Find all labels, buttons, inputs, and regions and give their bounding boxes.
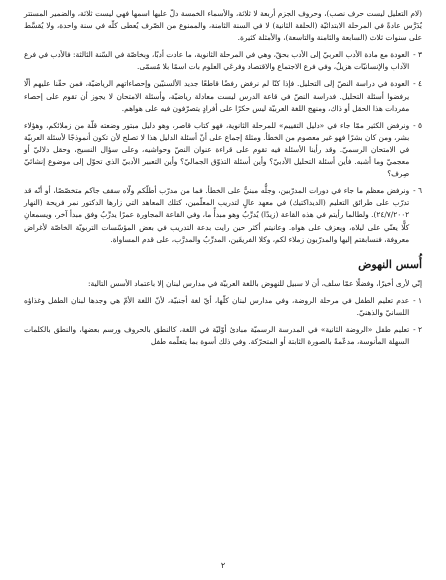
list-item-number: ٥ -: [413, 120, 422, 130]
list-item-3: [24, 49, 422, 73]
list-item-number: ٦ -: [413, 186, 422, 196]
list-item-number: ٢ -: [413, 324, 422, 334]
list-item-text: عدم تعليم الطفل في مرحلة الروضة، وفي مدارس لبنان كلّها، أيّ لغة أجنبيّة، لأنّ اللغة الأمّ هي وجدها لبنان الطفل وغذاؤه اللسانيّ والذهنيّ.: [24, 295, 410, 317]
list-item-text: ونرفض الكثير ممّا جاء في «دليل التقييم» للمرحلة الثانوية، فهو كتاب قاصر، وهو دليل مبتور وضعته قلّة من زملائكم، وهؤلاء بشر، ومن كان بشرًا فهو غير معصوم من الخطأ. ومثلهُ إجماع على أنّ أسئلة الدليل هذا لا تصلح لأن تكون أنموذجًا لأسئلة العربيّة في الامتحان الرسميّ. وقد رأينا الأسئلة فيه تقوم على قراءة عنوان النصّ وحواشيه، وعلى سؤال النسيج، وحقل دلاليّ أو معجميّ وما أشبه. فأين أسئلة التحليل الأدبيّ؟ وأين أسئلة التذوّق الجماليّ؟ وأين التعبير الأدبيّ الذي تحوّل إلى موضوع إنشائيّ صِرف؟: [24, 120, 410, 179]
list-item-number: ٣ -: [413, 50, 422, 60]
intro-paragraph: (لام التعليل ليست حرف نصب)، وحروف الجزم أربعة لا ثلاثة، والأسماء الخمسة دلّ عليها اسمها فهي ليست ثلاثة، والضمير المستتر يُدَرَّس عادةً في المرحلة الابتدائيّة (الحلقة الثانية) لا في السنة الثامنة، والممنوع من الصّرف يُعطى كلّه في سنة واحدة، ولا يُقسَّط على سنوات ثلاث (السابعة والثامنة والتاسعة)، والأمثلة كثيرة.: [24, 9, 422, 43]
list-item-5: [24, 120, 422, 180]
page-number: ٢: [220, 560, 226, 570]
list-item-text: العودة في دراسة النصّ إلى التحليل. فإذا كنّا لم نرفض رفضًا قاطعًا جديد الألسنيّين وإحصاءاتهم الرياضيّة، فمن حقّنا عليهم ألّا يرفضوا أسئلة التحليل. فدراسة النصّ في قاعة الدرس ليست معادلة رياضيّة، وأسئلة الامتحان لا يجوز أن تقوم على إحصاء مفردات هذا الحقل أو ذاك، ومنهج اللغة العربيّة ليس حكرًا على أفرادٍ يتصرّفون فيه على هواهم.: [24, 79, 410, 113]
section-intro-paragraph: إنّي لأرى أخيرًا، وفضلًا عمّا سلف، أن لا سبيل للنهوض باللغة العربيّة في مدارس لبنان إلا باعتماد الأسس التالية:: [88, 278, 422, 288]
list-item-text: تعليم طفل «الروضة الثانية» في المدرسة الرسميّة مبادئ أوّليّة في اللغة، كالنطق بالحروف ورسم بعضها، والنطق بالكلمات السهلة المأنوسة، مدعّمةً بالصورة الثابتة أو المتحرّكة. وفي ذلك أسوة بما يتعلّمه طفل: [24, 324, 410, 347]
list-item-6: [24, 185, 422, 245]
list-item-text: العودة مع مادة الأدب العربيّ إلى الأدب بحقّ، وهي في المرحلة الثانوية، ما عادت أدبًا، وبخاصّة في السّنة الثالثة: فالأدب في فرع الآداب والإنسانيّات هزيلٌ، وفي فرع الاجتماع والاقتصاد وفرعَي العلوم بات اسمًا بلا مُسمّى.: [24, 50, 410, 72]
foundation-item-2: [24, 324, 422, 348]
foundation-item-1: [24, 295, 422, 319]
section-heading: أُسس النهوض: [358, 257, 422, 271]
list-item-number: ١ -: [413, 295, 422, 305]
list-item-text: ونرفض معظم ما جاء في دورات المدرّبين، وجلُّه مبنيٌّ على الخطأ. فما من مدرّب أطلّكم ولّاه سقف جاكم متخصّصًا، أو أنّه قد تدرّب على طرائق التعليم (الديداكتيك) في معهد عالٍ لتدريب المعلّمين، كتلك المعاهد التي زارها الدكتور نمر فريحة (النهار ٢٤/٧/٢٠٠٢). ولطالما رأيتم في هذه القاعة (زيدًا) يُدرِّبُ وهو مبدأً ما، وفي القاعة المجاورة عمرًا يدرِّبُ وفق مبدأ آخر، ويسمعانِ كلًّا يعنّي على ليلاه، ويعزف على هواه. وعانيتم أكثر حين رايت بدعة التدريب في بعض المؤسّسات التربويّة الخاصّة لأغراض معروفة، فنسابقتم إليها والمدرّبون زملاء لكم، وكلا الفريقَين، المدرِّبُ والمدرَّب، على قدم المساواة.: [24, 186, 410, 244]
list-item-number: ٤ -: [413, 79, 422, 89]
list-item-4: [24, 78, 422, 114]
